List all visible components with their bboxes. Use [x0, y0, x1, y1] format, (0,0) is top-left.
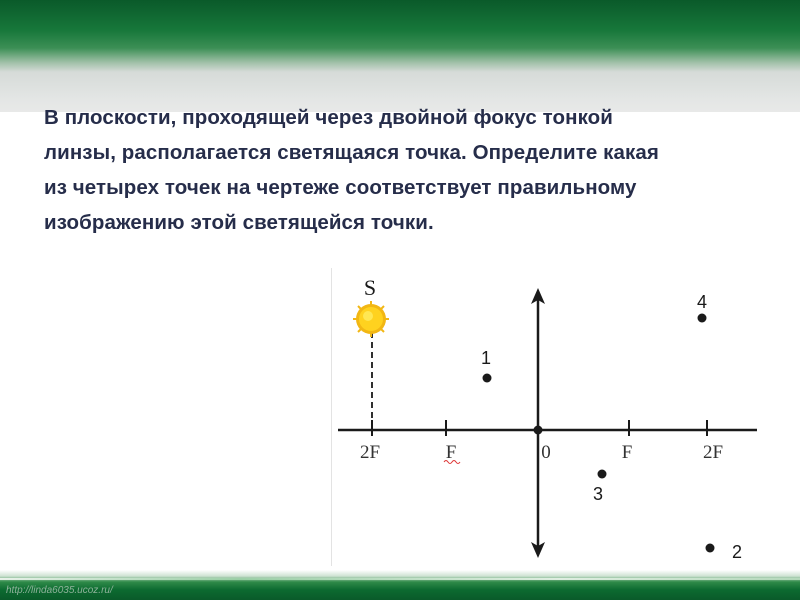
- axis-label-f-right: F: [621, 442, 633, 463]
- point-1-label: 1: [480, 348, 492, 368]
- axis-label-f-left: F: [445, 442, 457, 463]
- header-band: [0, 0, 800, 112]
- footer-url: http://linda6035.ucoz.ru/: [6, 585, 113, 596]
- footer-band: [0, 570, 800, 600]
- point-1: [483, 374, 492, 383]
- lens-center-dot: [534, 426, 543, 435]
- question-line-2: линзы, располагается светящаяся точка. Определите какая: [44, 141, 659, 164]
- question-line-1: В плоскости, проходящей через двойной фокус тонкой: [44, 106, 613, 129]
- source-label: S: [363, 275, 377, 300]
- point-3: [598, 470, 607, 479]
- question-line-4: изображению этой светящейся точки.: [44, 211, 434, 234]
- question-text: [44, 100, 784, 240]
- axis-label-origin: 0: [541, 442, 551, 463]
- lens-diagram: [331, 268, 764, 566]
- point-2-label: 2: [731, 542, 743, 562]
- footer-stripe: [0, 578, 800, 580]
- point-4: [698, 314, 707, 323]
- diagram-svg: [332, 268, 764, 566]
- axis-label-2f-left: 2F: [359, 442, 381, 463]
- sun-icon: [353, 301, 389, 337]
- axis-label-2f-right: 2F: [702, 442, 724, 463]
- point-2: [706, 544, 715, 553]
- point-3-label: 3: [592, 484, 604, 504]
- question-line-3: из четырех точек на чертеже соответствует правильному: [44, 176, 637, 199]
- point-4-label: 4: [696, 292, 708, 312]
